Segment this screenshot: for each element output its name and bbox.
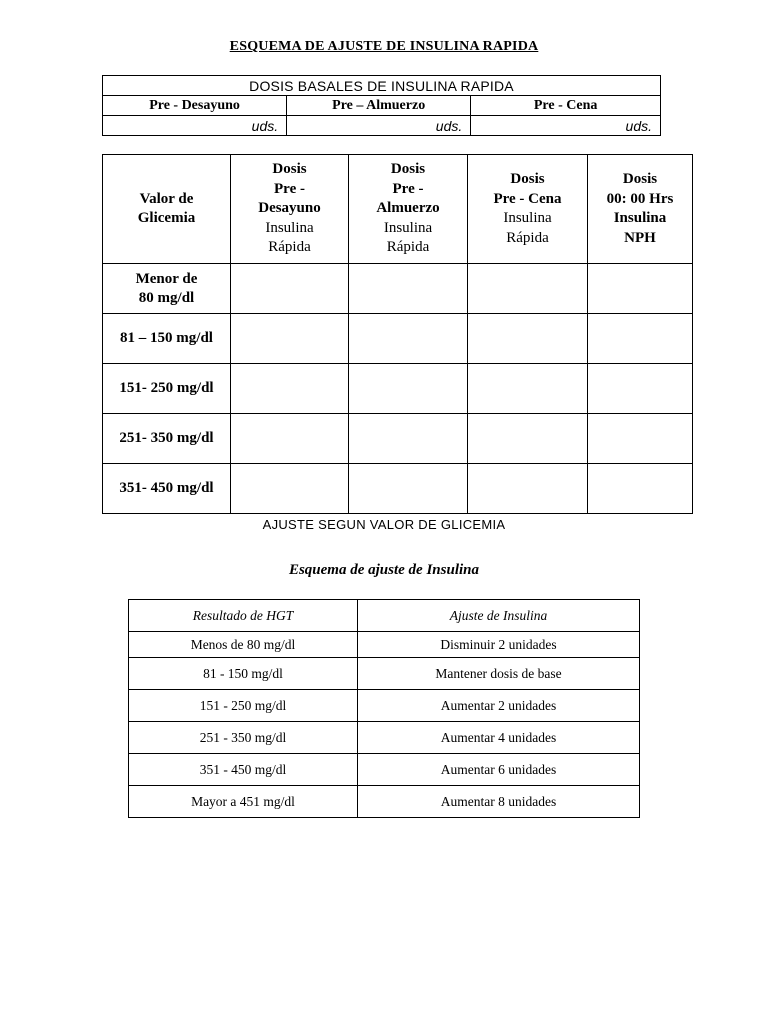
header-line: Dosis xyxy=(622,171,658,187)
insulin-adjustment: Mantener dosis de base xyxy=(358,658,640,690)
basal-meal-dinner: Pre - Cena xyxy=(471,96,661,116)
basal-meal-breakfast: Pre - Desayuno xyxy=(103,96,287,116)
dose-cell[interactable] xyxy=(588,264,693,314)
header-line: Pre - xyxy=(274,180,305,197)
dose-cell[interactable] xyxy=(231,314,349,364)
basal-dose-table xyxy=(102,75,661,136)
dose-cell[interactable] xyxy=(468,364,588,414)
header-glycemia xyxy=(103,155,231,264)
hgt-result: 251 - 350 mg/dl xyxy=(129,722,358,754)
dose-cell[interactable] xyxy=(468,264,588,314)
dose-cell[interactable] xyxy=(231,264,349,314)
glycemia-range-line: Menor de xyxy=(135,270,198,287)
document-title: ESQUEMA DE AJUSTE DE INSULINA RAPIDA xyxy=(229,39,539,54)
header-line: Dosis xyxy=(510,171,545,187)
dose-cell[interactable] xyxy=(468,414,588,464)
table-row xyxy=(129,722,640,754)
header-line: 00: 00 Hrs xyxy=(606,190,674,207)
header-line: NPH xyxy=(624,229,656,246)
basal-caption: DOSIS BASALES DE INSULINA RAPIDA xyxy=(103,76,661,96)
header-midnight-nph-dose xyxy=(588,155,693,264)
header-line: Pre - Cena xyxy=(493,190,562,207)
basal-units-lunch[interactable]: uds. xyxy=(287,116,471,136)
insulin-adjustment: Aumentar 4 unidades xyxy=(358,722,640,754)
dose-cell[interactable] xyxy=(588,314,693,364)
adjust-table-caption: AJUSTE SEGUN VALOR DE GLICEMIA xyxy=(262,517,506,532)
insulin-adjustment: Aumentar 2 unidades xyxy=(358,690,640,722)
glycemia-range xyxy=(103,264,231,314)
glycemia-range: 251- 350 mg/dl xyxy=(103,414,231,464)
dose-cell[interactable] xyxy=(231,414,349,464)
header-glycemia-line: Valor de xyxy=(139,190,194,207)
scheme-subtitle: Esquema de ajuste de Insulina xyxy=(288,562,480,578)
insulin-adjustment: Aumentar 8 unidades xyxy=(358,786,640,818)
insulin-adjustment: Aumentar 6 unidades xyxy=(358,754,640,786)
header-line: Dosis xyxy=(272,161,307,178)
dose-cell[interactable] xyxy=(231,464,349,514)
table-row xyxy=(103,264,693,314)
insulin-adjustment: Disminuir 2 unidades xyxy=(358,632,640,658)
glycemia-range: 151- 250 mg/dl xyxy=(103,364,231,414)
header-glycemia-line: Glicemia xyxy=(137,210,196,226)
glycemia-range-line: 80 mg/dl xyxy=(138,289,195,306)
dose-cell[interactable] xyxy=(468,464,588,514)
dose-cell[interactable] xyxy=(349,464,468,514)
dose-cell[interactable] xyxy=(349,264,468,314)
table-row xyxy=(129,754,640,786)
header-dinner-dose xyxy=(468,155,588,264)
basal-units-breakfast[interactable]: uds. xyxy=(103,116,287,136)
table-row xyxy=(103,414,693,464)
hgt-result: Mayor a 451 mg/dl xyxy=(129,786,358,818)
hgt-result: 151 - 250 mg/dl xyxy=(129,690,358,722)
table-row xyxy=(129,658,640,690)
glycemia-range: 81 – 150 mg/dl xyxy=(103,314,231,364)
hgt-result: Menos de 80 mg/dl xyxy=(129,632,358,658)
dose-cell[interactable] xyxy=(349,364,468,414)
insulin-scheme-table xyxy=(128,599,640,818)
dose-cell[interactable] xyxy=(231,364,349,414)
table-row xyxy=(103,464,693,514)
header-breakfast-dose xyxy=(231,155,349,264)
dose-cell[interactable] xyxy=(588,364,693,414)
header-line: Desayuno xyxy=(258,200,321,217)
header-line: Insulina xyxy=(383,219,433,236)
glycemia-adjust-table xyxy=(102,154,693,514)
basal-meal-lunch: Pre – Almuerzo xyxy=(287,96,471,116)
table-row xyxy=(129,786,640,818)
header-line: Insulina xyxy=(613,210,667,226)
header-line: Rápida xyxy=(506,229,549,246)
table-row xyxy=(103,364,693,414)
dose-cell[interactable] xyxy=(468,314,588,364)
header-line: Rápida xyxy=(268,239,311,256)
header-line: Almuerzo xyxy=(376,200,440,217)
header-line: Pre - xyxy=(392,180,424,197)
table-row xyxy=(129,632,640,658)
dose-cell[interactable] xyxy=(588,464,693,514)
header-hgt-result: Resultado de HGT xyxy=(129,600,358,632)
header-line: Rápida xyxy=(386,239,430,256)
glycemia-range: 351- 450 mg/dl xyxy=(103,464,231,514)
hgt-result: 351 - 450 mg/dl xyxy=(129,754,358,786)
header-line: Dosis xyxy=(390,161,426,178)
header-lunch-dose xyxy=(349,155,468,264)
table-row xyxy=(129,690,640,722)
dose-cell[interactable] xyxy=(349,414,468,464)
dose-cell[interactable] xyxy=(588,414,693,464)
hgt-result: 81 - 150 mg/dl xyxy=(129,658,358,690)
dose-cell[interactable] xyxy=(349,314,468,364)
header-insulin-adjustment: Ajuste de Insulina xyxy=(358,600,640,632)
basal-units-dinner[interactable]: uds. xyxy=(471,116,661,136)
header-line: Insulina xyxy=(503,210,552,226)
header-line: Insulina xyxy=(265,219,314,236)
table-row xyxy=(103,314,693,364)
